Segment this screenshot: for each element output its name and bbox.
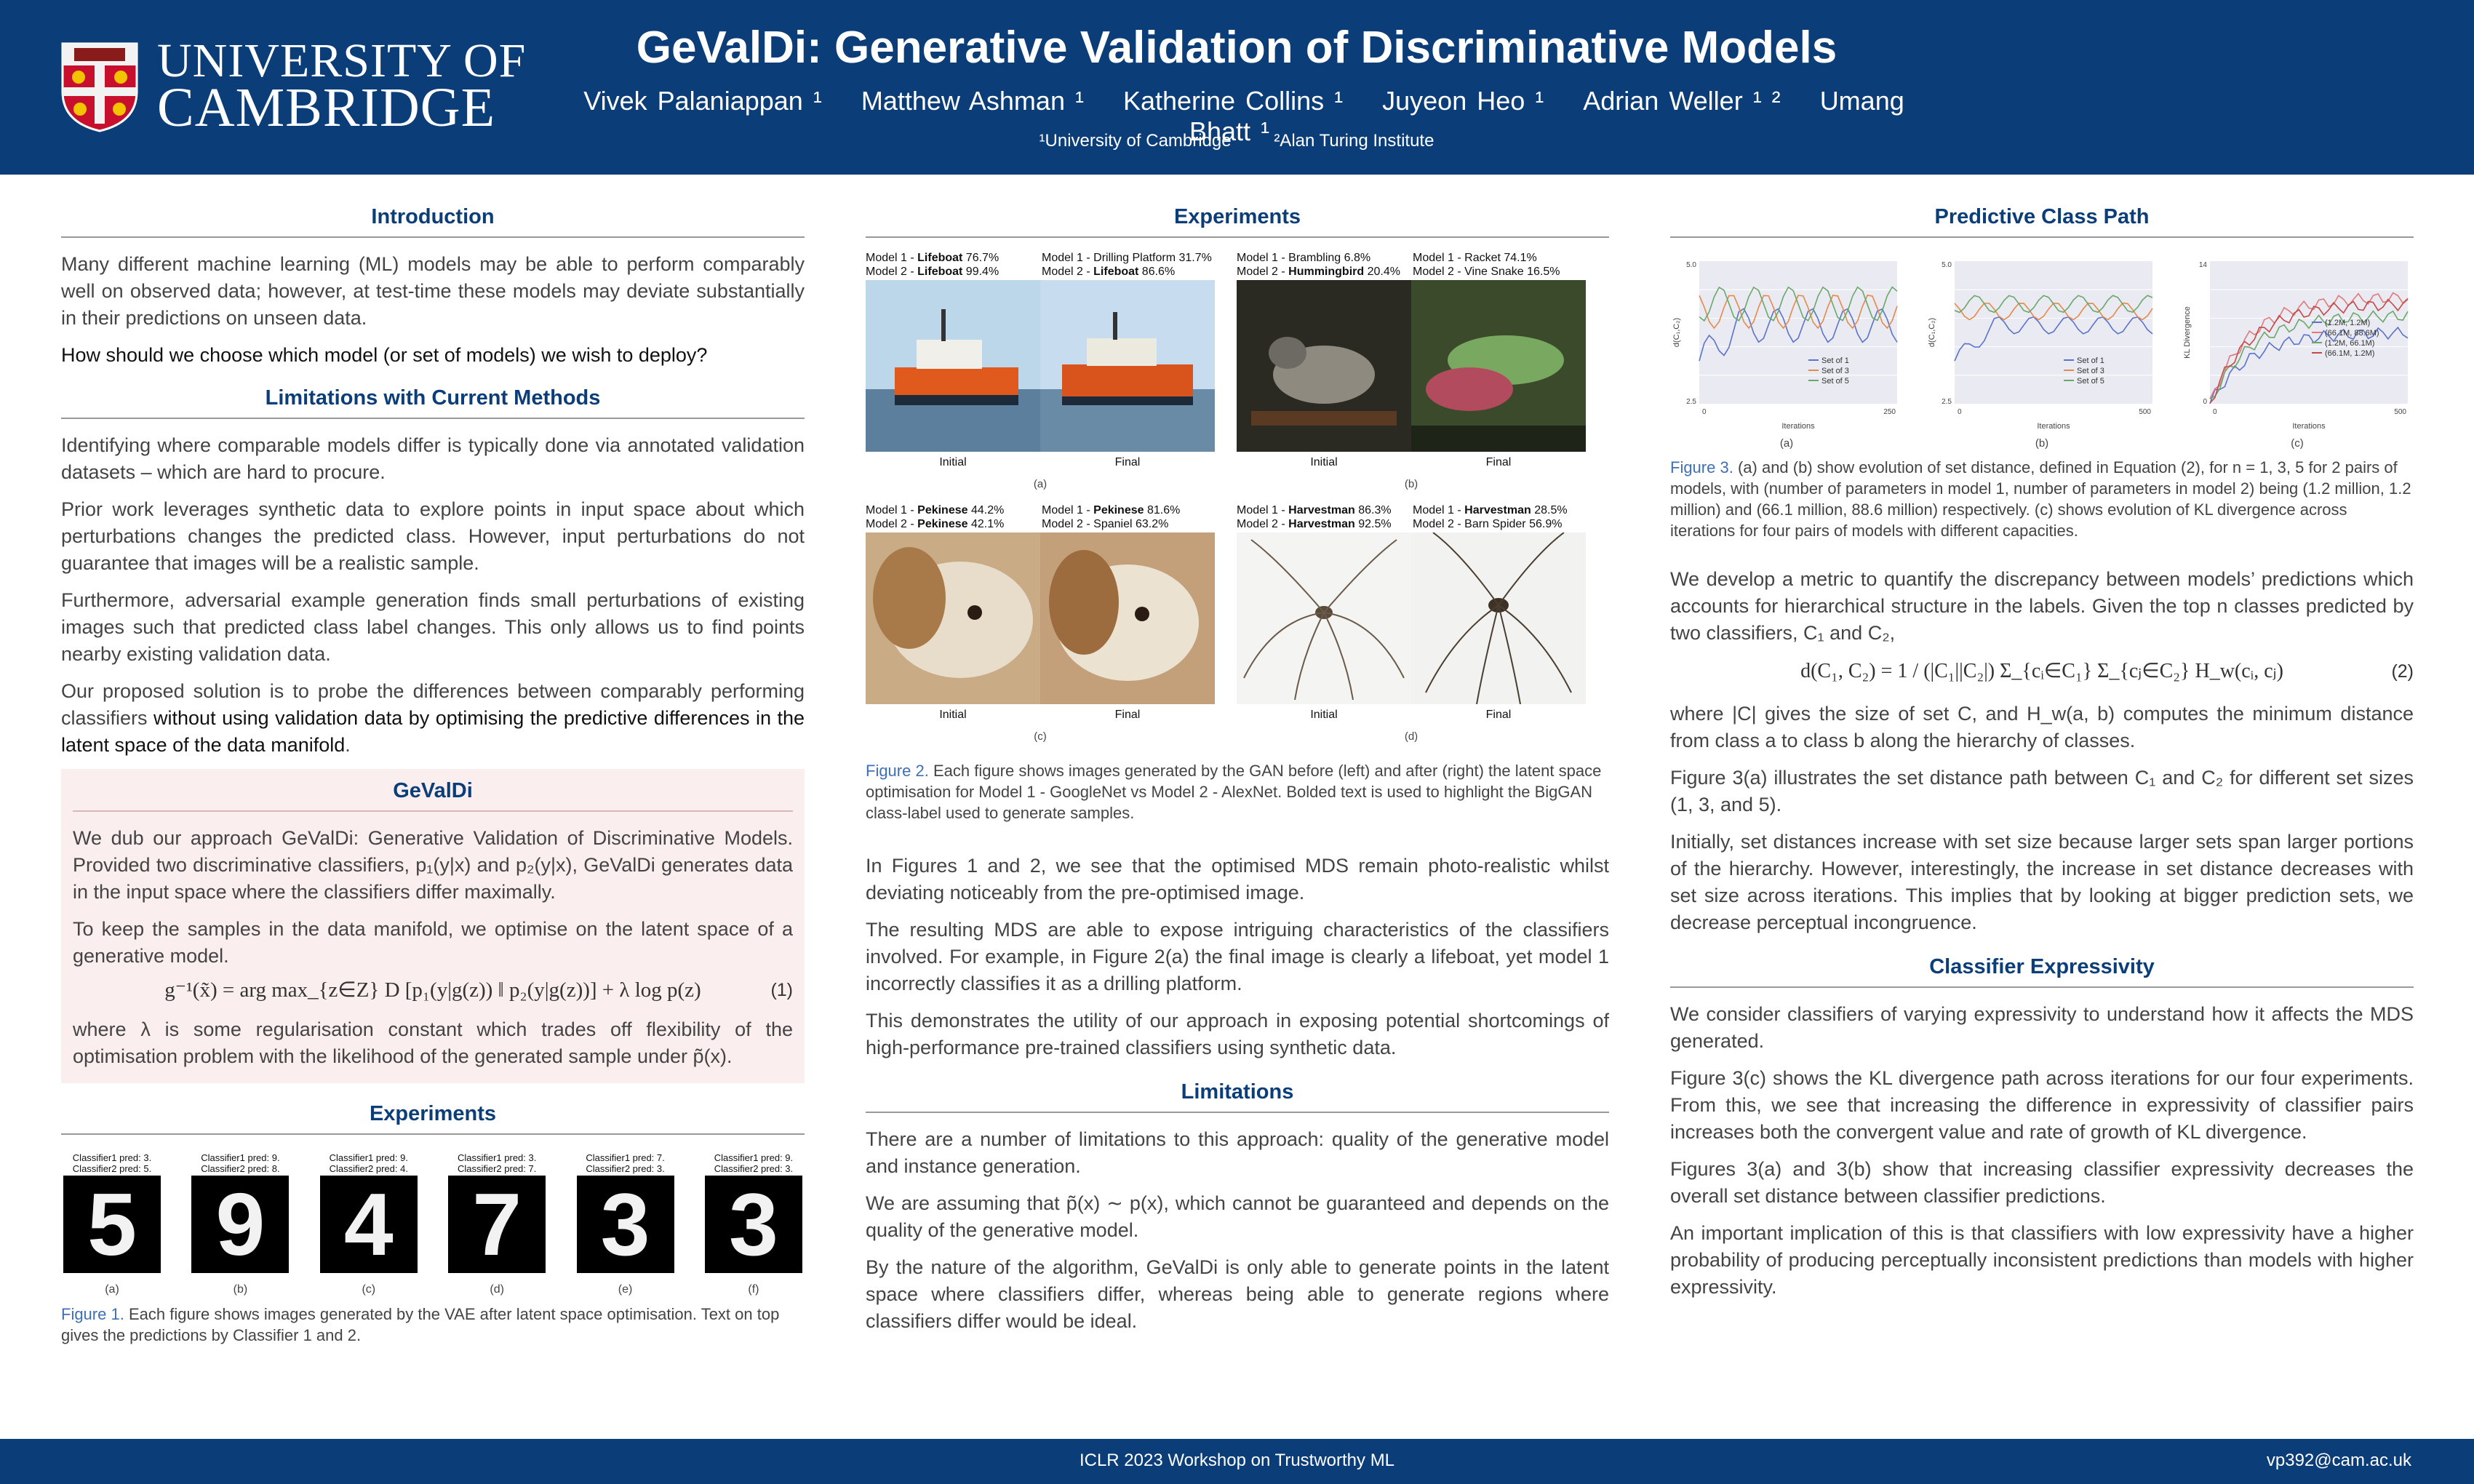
classifier-predictions bbox=[318, 1152, 420, 1176]
limitations-paragraph: Prior work leverages synthetic data to explore points in input space about which perturbations changes the predicted class. However, input perturbations do not guarantee that images will be a realistic sample. bbox=[61, 498, 805, 574]
plot-canvas bbox=[1926, 251, 2158, 433]
subfigure-label: (f) bbox=[748, 1283, 759, 1296]
class-label: Pekinese bbox=[1093, 504, 1144, 516]
logo-line-1: UNIVERSITY OF bbox=[157, 34, 527, 87]
plot-canvas bbox=[2181, 251, 2414, 433]
pred-text: 81.6% bbox=[1144, 504, 1181, 516]
pred-text: Model 2 - bbox=[1042, 266, 1094, 278]
subfigure-label: (a) bbox=[105, 1283, 119, 1296]
final-label: Final bbox=[1485, 709, 1512, 721]
expressivity-paragraph: Figures 3(a) and 3(b) show that increasing classifier expressivity decreases the overall set distance between classifier predictions. bbox=[1670, 1158, 2414, 1207]
plot-canvas bbox=[1670, 251, 1903, 433]
legend-entry: (1.2M, 66.1M) bbox=[2325, 339, 2375, 348]
legend-entry: Set of 3 bbox=[1821, 367, 1849, 375]
affiliation: ²Alan Turing Institute bbox=[1274, 131, 1434, 151]
author: Umang Bhatt ¹ bbox=[1189, 86, 1904, 146]
line-plot bbox=[1926, 251, 2158, 450]
pred-line: Model 2 - Vine Snake 16.5% bbox=[1413, 266, 1560, 278]
pred-text: 44.2% bbox=[967, 504, 1005, 516]
classifier1-pred: Classifier1 pred: 3. bbox=[457, 1152, 537, 1163]
plot-area bbox=[1955, 261, 2152, 404]
class-label: Hummingbird bbox=[1288, 266, 1365, 278]
figure-label: Figure 1. bbox=[61, 1305, 124, 1323]
mnist-sample bbox=[189, 1152, 291, 1296]
x-tick-label: 0 bbox=[1958, 408, 1962, 416]
classifier-predictions bbox=[189, 1152, 291, 1176]
figure-3-plots bbox=[1670, 251, 2414, 450]
expressivity-paragraph: An important implication of this is that classifiers with low expressivity have a higher probability of producing perceptually inconsistent predictions than models with higher expressivity. bbox=[1670, 1222, 2414, 1298]
pred-text: 99.4% bbox=[962, 266, 999, 278]
legend-entry: Set of 3 bbox=[2077, 367, 2104, 375]
classifier-predictions bbox=[575, 1152, 677, 1176]
mnist-digit-image: 9 bbox=[191, 1176, 289, 1273]
column-left bbox=[61, 205, 805, 1360]
expressivity-paragraph: Figure 3(c) shows the KL divergence path across iterations for our four experiments. From this, we see that increasing the difference in expressivity of classifier pairs increases both the convergent value and rate of growth of KL divergence. bbox=[1670, 1067, 2414, 1143]
y-tick-label: 2.5 bbox=[1686, 398, 1696, 406]
legend-entry: (1.2M, 1.2M) bbox=[2325, 319, 2371, 327]
pred-text: Model 1 - bbox=[1413, 504, 1465, 516]
lifeboat-final-image bbox=[1040, 280, 1215, 452]
section-heading-gevaldi: GeValDi bbox=[73, 779, 793, 812]
experiments-paragraph: In Figures 1 and 2, we see that the optimised MDS remain photo-realistic whilst deviating noticeably from the pre-optimised image. bbox=[866, 855, 1609, 903]
bird-initial-image bbox=[1237, 280, 1411, 452]
author: Matthew Ashman ¹ bbox=[861, 86, 1084, 116]
y-tick-label: 5.0 bbox=[1686, 261, 1696, 269]
pred-line bbox=[1237, 503, 1410, 517]
initial-label: Initial bbox=[939, 709, 967, 721]
y-axis-label: d(C₁,C₂) bbox=[1672, 317, 1681, 348]
pred-line: Model 1 - Brambling 6.8% bbox=[1237, 252, 1371, 264]
author: Katherine Collins ¹ bbox=[1122, 86, 1344, 116]
experiments-paragraph: This demonstrates the utility of our approach in exposing potential shortcomings of high-performance pre-trained classifiers using synthetic data. bbox=[866, 1010, 1609, 1058]
mnist-sample bbox=[703, 1152, 805, 1296]
pred-line bbox=[866, 251, 1039, 265]
classifier2-pred: Classifier2 pred: 8. bbox=[201, 1163, 280, 1174]
figure-3-caption bbox=[1670, 457, 2414, 541]
mnist-sample bbox=[61, 1152, 163, 1296]
intro-question: How should we choose which model (or set of models) we wish to deploy? bbox=[61, 344, 708, 366]
affiliation: ¹University of Cambridge bbox=[1039, 131, 1232, 151]
figure-2-caption bbox=[866, 760, 1609, 823]
gan-figure-a bbox=[866, 251, 1215, 490]
caption-text: Each figure shows images generated by the GAN before (left) and after (right) the latent space optimisation for Model 1 - GoogleNet vs Model 2 - AlexNet. Bolded text is used to highlight the BigGAN class-label used to generate samples. bbox=[866, 762, 1602, 822]
y-axis-label: d(C₁,C₂) bbox=[1928, 317, 1936, 348]
mnist-figure bbox=[61, 1152, 805, 1296]
pred-text: 76.7% bbox=[962, 252, 999, 264]
gevaldi-paragraph: We dub our approach GeValDi: Generative Validation of Discriminative Models. Provided two discriminative classifiers, p₁(y|x) and p₂(y|x), GeValDi generates data in the input space where the classifiers differ maximally. bbox=[73, 827, 793, 903]
classifier2-pred: Classifier2 pred: 7. bbox=[457, 1163, 537, 1174]
poster-header bbox=[0, 0, 2474, 175]
subfigure-label: (e) bbox=[618, 1283, 633, 1296]
x-tick-label: 0 bbox=[2213, 408, 2217, 416]
classifier1-pred: Classifier1 pred: 9. bbox=[201, 1152, 280, 1163]
subfigure-label: (b) bbox=[2035, 437, 2049, 450]
gevaldi-paragraph: where λ is some regularisation constant which trades off flexibility of the optimisation problem with the likelihood of the generated sample under p̃(x). bbox=[73, 1018, 793, 1067]
limitations-paragraph: We are assuming that p̃(x) ∼ p(x), which cannot be guaranteed and depends on the quality of the generative model. bbox=[866, 1192, 1609, 1241]
venue-text: ICLR 2023 Workshop on Trustworthy ML bbox=[1079, 1451, 1395, 1470]
caption-text: Each figure shows images generated by the VAE after latent space optimisation. Text on top gives the predictions by Classifier 1 and 2. bbox=[61, 1305, 780, 1344]
pred-line bbox=[1237, 517, 1410, 531]
affiliations bbox=[553, 131, 1920, 151]
limitations-paragraph: Furthermore, adversarial example generation finds small perturbations of existing images such that predicted class label changes. This only allows us to find points nearby existing validation data. bbox=[61, 589, 805, 665]
classifier-predictions bbox=[703, 1152, 805, 1176]
classifier2-pred: Classifier2 pred: 4. bbox=[329, 1163, 408, 1174]
poster-footer bbox=[0, 1439, 2474, 1484]
class-label: Pekinese bbox=[917, 518, 968, 530]
mnist-digit-image: 5 bbox=[63, 1176, 161, 1273]
author: Adrian Weller ¹ ² bbox=[1583, 86, 1781, 116]
limitations-paragraph: By the nature of the algorithm, GeValDi is only able to generate points in the latent space where classifiers differ, whereas being able to generate regions where classifiers differ would be ideal. bbox=[866, 1256, 1609, 1332]
class-label: Harvestman bbox=[1464, 504, 1531, 516]
pred-text: 86.6% bbox=[1138, 266, 1176, 278]
pred-text: Model 1 - bbox=[1042, 504, 1094, 516]
pred-line: Model 2 - Spaniel 63.2% bbox=[1042, 518, 1169, 530]
pred-line bbox=[1237, 265, 1410, 279]
gan-image-grid bbox=[866, 251, 1609, 743]
line-plot bbox=[1670, 251, 1903, 450]
section-heading-introduction: Introduction bbox=[61, 205, 805, 238]
text-span: . bbox=[345, 734, 351, 756]
initial-label: Initial bbox=[1310, 709, 1338, 721]
section-heading-predictive-class-path: Predictive Class Path bbox=[1670, 205, 2414, 238]
subfigure-label: (d) bbox=[490, 1283, 504, 1296]
classifier1-pred: Classifier1 pred: 3. bbox=[72, 1152, 152, 1163]
pred-line bbox=[866, 265, 1039, 279]
section-heading-experiments-left: Experiments bbox=[61, 1102, 805, 1135]
expressivity-paragraph: We consider classifiers of varying expressivity to understand how it affects the MDS generated. bbox=[1670, 1003, 2414, 1052]
x-axis-label: Iterations bbox=[2037, 422, 2070, 431]
plot-area bbox=[1699, 261, 1897, 404]
final-label: Final bbox=[1114, 709, 1141, 721]
x-tick-label: 0 bbox=[1702, 408, 1707, 416]
mnist-digit-image: 3 bbox=[705, 1176, 802, 1273]
mnist-sample bbox=[318, 1152, 420, 1296]
class-label: Harvestman bbox=[1288, 504, 1355, 516]
pred-text: Model 1 - bbox=[1237, 504, 1289, 516]
pcp-paragraph: Figure 3(a) illustrates the set distance path between C₁ and C₂ for different set sizes (1, 3, and 5). bbox=[1670, 767, 2414, 815]
classifier2-pred: Classifier2 pred: 3. bbox=[586, 1163, 665, 1174]
subfigure-label: (b) bbox=[233, 1283, 248, 1296]
pcp-paragraph: where |C| gives the size of set C, and H_w(a, b) computes the minimum distance from class a to class b along the hierarchy of classes. bbox=[1670, 703, 2414, 751]
y-tick-label: 0 bbox=[2203, 398, 2207, 406]
equation-1 bbox=[73, 973, 793, 1008]
intro-paragraph: Many different machine learning (ML) models may be able to perform comparably well on observed data; however, at test-time these models may deviate substantially in their predictions on unseen data. bbox=[61, 253, 805, 329]
legend-entry: Set of 1 bbox=[1821, 356, 1849, 365]
class-label: Lifeboat bbox=[1093, 266, 1139, 278]
section-heading-limitations-current: Limitations with Current Methods bbox=[61, 386, 805, 419]
pred-line: Model 2 - Barn Spider 56.9% bbox=[1413, 518, 1563, 530]
classifier1-pred: Classifier1 pred: 9. bbox=[329, 1152, 408, 1163]
initial-label: Initial bbox=[1310, 456, 1338, 468]
section-heading-classifier-expressivity: Classifier Expressivity bbox=[1670, 955, 2414, 988]
final-label: Final bbox=[1114, 456, 1141, 468]
author: Vivek Palaniappan ¹ bbox=[583, 86, 822, 116]
subfigure-label: (d) bbox=[1404, 730, 1418, 743]
text-span: Our proposed solution is to probe the differences between comparably performing classifiers bbox=[61, 680, 805, 729]
class-label: Harvestman bbox=[1288, 518, 1355, 530]
figure-1-caption bbox=[61, 1304, 805, 1346]
final-label: Final bbox=[1485, 456, 1512, 468]
column-middle bbox=[866, 205, 1609, 1345]
lifeboat-initial-image bbox=[866, 280, 1040, 452]
legend-entry: Set of 5 bbox=[2077, 377, 2104, 386]
dog-initial-image bbox=[866, 532, 1040, 704]
figure-label: Figure 3. bbox=[1670, 458, 1733, 476]
x-tick-label: 500 bbox=[2394, 408, 2406, 416]
classifier2-pred: Classifier2 pred: 5. bbox=[72, 1163, 152, 1174]
poster-title: GeValDi: Generative Validation of Discriminative Models bbox=[636, 23, 1837, 73]
subfigure-label: (c) bbox=[1034, 730, 1047, 743]
limitations-paragraph: Identifying where comparable models differ is typically done via annotated validation datasets – which are hard to procure. bbox=[61, 434, 805, 483]
subfigure-label: (b) bbox=[1404, 478, 1418, 490]
figure-label: Figure 2. bbox=[866, 762, 929, 780]
legend-entry: Set of 1 bbox=[2077, 356, 2104, 365]
y-axis-label: KL Divergence bbox=[2183, 306, 2192, 359]
y-tick-label: 14 bbox=[2198, 261, 2207, 269]
legend-entry: (66.1M, 1.2M) bbox=[2325, 349, 2375, 358]
equation-text: d(C₁, C₂) = 1 / (|C₁||C₂|) Σ_{cᵢ∈C₁} Σ_{cⱼ∈C₂} H_w(cᵢ, cⱼ) bbox=[1800, 660, 2283, 682]
gan-figure-b bbox=[1237, 251, 1586, 490]
limitations-paragraph: There are a number of limitations to this approach: quality of the generative model and instance generation. bbox=[866, 1128, 1609, 1177]
section-heading-limitations: Limitations bbox=[866, 1080, 1609, 1113]
gevaldi-box bbox=[61, 769, 805, 1083]
x-axis-label: Iterations bbox=[1781, 422, 1815, 431]
pred-text: Model 1 - bbox=[866, 504, 918, 516]
pred-text: 20.4% bbox=[1364, 266, 1400, 278]
gan-figure-c bbox=[866, 503, 1215, 743]
logo-line-2: CAMBRIDGE bbox=[157, 77, 496, 138]
pred-line bbox=[866, 517, 1039, 531]
mnist-digit-image: 4 bbox=[320, 1176, 418, 1273]
equation-number: (1) bbox=[770, 980, 793, 1000]
pred-text: Model 2 - bbox=[866, 266, 918, 278]
mnist-digit-image: 3 bbox=[577, 1176, 674, 1273]
bird-final-image bbox=[1411, 280, 1586, 452]
subfigure-label: (c) bbox=[2291, 437, 2304, 450]
author: Juyeon Heo ¹ bbox=[1382, 86, 1544, 116]
pred-line bbox=[1413, 503, 1586, 517]
spider-final-image bbox=[1411, 532, 1586, 704]
classifier1-pred: Classifier1 pred: 7. bbox=[586, 1152, 665, 1163]
pred-text: 92.5% bbox=[1354, 518, 1392, 530]
initial-label: Initial bbox=[939, 456, 967, 468]
text-emphasis: without using validation data by optimising the predictive differences in the latent space of the data manifold bbox=[61, 707, 805, 756]
pred-text: Model 2 - bbox=[1237, 266, 1289, 278]
pred-text: Model 1 - bbox=[866, 252, 918, 264]
dog-final-image bbox=[1040, 532, 1215, 704]
mnist-digit-image: 7 bbox=[448, 1176, 546, 1273]
y-tick-label: 5.0 bbox=[1942, 261, 1952, 269]
spider-initial-image bbox=[1237, 532, 1411, 704]
classifier-predictions bbox=[446, 1152, 548, 1176]
mnist-sample bbox=[446, 1152, 548, 1296]
pred-line: Model 1 - Racket 74.1% bbox=[1413, 252, 1537, 264]
caption-text: (a) and (b) show evolution of set distance, defined in Equation (2), for n = 1, 3, 5 for 2 pairs of models, with (number of parameters in model 1, number of parameters in model 2) being (1.2 million, 1.2 million) and (66.1 million, 88.6 million) respectively. (c) shows evolution of KL divergence across iterations for four pairs of models with different capacities. bbox=[1670, 458, 2411, 540]
classifier1-pred: Classifier1 pred: 9. bbox=[714, 1152, 794, 1163]
university-wordmark bbox=[157, 34, 527, 138]
mnist-sample bbox=[575, 1152, 677, 1296]
subfigure-label: (a) bbox=[1779, 437, 1794, 450]
classifier2-pred: Classifier2 pred: 3. bbox=[714, 1163, 794, 1174]
pred-text: 28.5% bbox=[1531, 504, 1568, 516]
y-tick-label: 2.5 bbox=[1942, 398, 1952, 406]
cambridge-crest-icon bbox=[60, 41, 140, 132]
pred-text: 42.1% bbox=[967, 518, 1005, 530]
pred-line bbox=[866, 503, 1039, 517]
contact-email[interactable]: vp392@cam.ac.uk bbox=[2266, 1451, 2411, 1470]
pred-text: Model 2 - bbox=[866, 518, 918, 530]
pred-text: Model 2 - bbox=[1237, 518, 1289, 530]
class-label: Lifeboat bbox=[917, 266, 963, 278]
gan-figure-d bbox=[1237, 503, 1586, 743]
line-plot bbox=[2181, 251, 2414, 450]
pcp-paragraph: Initially, set distances increase with set size because larger sets span larger portions of the hierarchy. However, interestingly, the increase in set distance decreases with set size across iterations. This implies that by looking at bigger prediction sets, we decrease perceptual incongruence. bbox=[1670, 831, 2414, 933]
legend-entry: (66.1M, 88.6M) bbox=[2325, 329, 2379, 338]
equation-2 bbox=[1670, 648, 2414, 695]
equation-number: (2) bbox=[2391, 661, 2414, 682]
experiments-paragraph: The resulting MDS are able to expose intriguing characteristics of the classifiers involved. For example, in Figure 2(a) the final image is clearly a lifeboat, yet model 1 incorrectly classifies it as a drilling platform. bbox=[866, 919, 1609, 994]
classifier-predictions bbox=[61, 1152, 163, 1176]
gevaldi-paragraph: To keep the samples in the data manifold, we optimise on the latent space of a generative model. bbox=[73, 918, 793, 967]
pred-line: Model 1 - Drilling Platform 31.7% bbox=[1042, 252, 1212, 264]
equation-text: g⁻¹(x̃) = arg max_{z∈Z} D [p₁(y|g(z)) ‖ p₂(y|g(z))] + λ log p(z) bbox=[164, 978, 701, 1002]
pred-line bbox=[1042, 265, 1215, 279]
x-tick-label: 250 bbox=[1883, 408, 1896, 416]
column-right bbox=[1670, 205, 2414, 1311]
university-logo bbox=[60, 34, 527, 140]
class-label: Pekinese bbox=[917, 504, 968, 516]
subfigure-label: (c) bbox=[362, 1283, 376, 1296]
class-label: Lifeboat bbox=[917, 252, 963, 264]
x-axis-label: Iterations bbox=[2292, 422, 2326, 431]
pred-text: 86.3% bbox=[1354, 504, 1392, 516]
x-tick-label: 500 bbox=[2139, 408, 2151, 416]
subfigure-label: (a) bbox=[1033, 478, 1048, 490]
legend-entry: Set of 5 bbox=[1821, 377, 1849, 386]
limitations-paragraph bbox=[61, 678, 805, 759]
section-heading-experiments: Experiments bbox=[866, 205, 1609, 238]
pred-line bbox=[1042, 503, 1215, 517]
pcp-paragraph: We develop a metric to quantify the discrepancy between models’ predictions which accounts for hierarchical structure in the labels. Given the top n classes predicted by two classifiers, C₁ and C₂, bbox=[1670, 568, 2414, 644]
